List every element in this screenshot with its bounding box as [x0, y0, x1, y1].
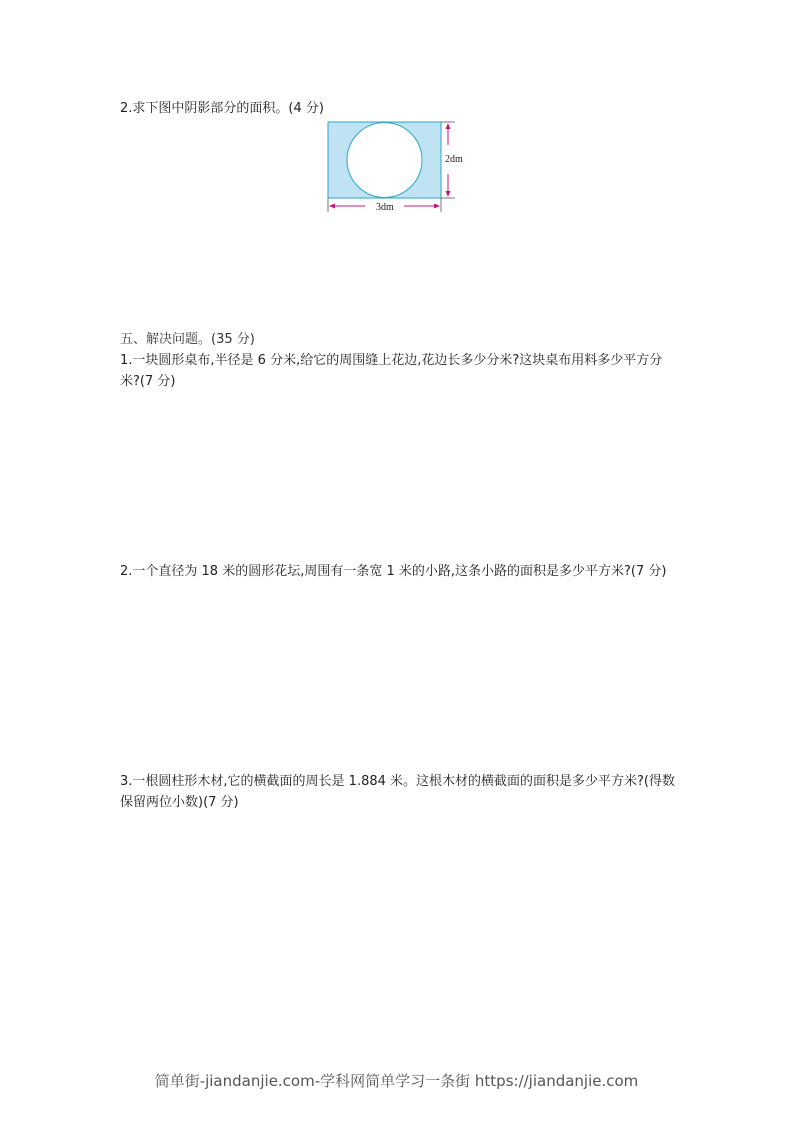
question-timber-cross-section: 3.一根圆柱形木材,它的横截面的周长是 1.884 米。这根木材的横截面的面积是多少平方米?(得数保留两位小数)(7 分) [120, 774, 675, 810]
question-tablecloth: 1.一块圆形桌布,半径是 6 分米,给它的周围缝上花边,花边长多少分米?这块桌布用料多少平方分米?(7 分) [120, 353, 663, 389]
question-flowerbed-path: 2.一个直径为 18 米的圆形花坛,周围有一条宽 1 米的小路,这条小路的面积是多少平方米?(7 分) [120, 564, 667, 579]
section-five-title: 五、解决问题。(35 分) [120, 332, 255, 347]
width-label: 3dm [376, 202, 394, 213]
footer-watermark: 简单街-jiandanjie.com-学科网简单学习一条街 https://jiandanjie.com [154, 1072, 639, 1090]
height-label: 2dm [445, 154, 463, 165]
question-shaded-area: 2.求下图中阴影部分的面积。(4 分) [120, 101, 324, 116]
rectangle-circle-figure [320, 115, 480, 220]
inner-circle [347, 123, 422, 198]
